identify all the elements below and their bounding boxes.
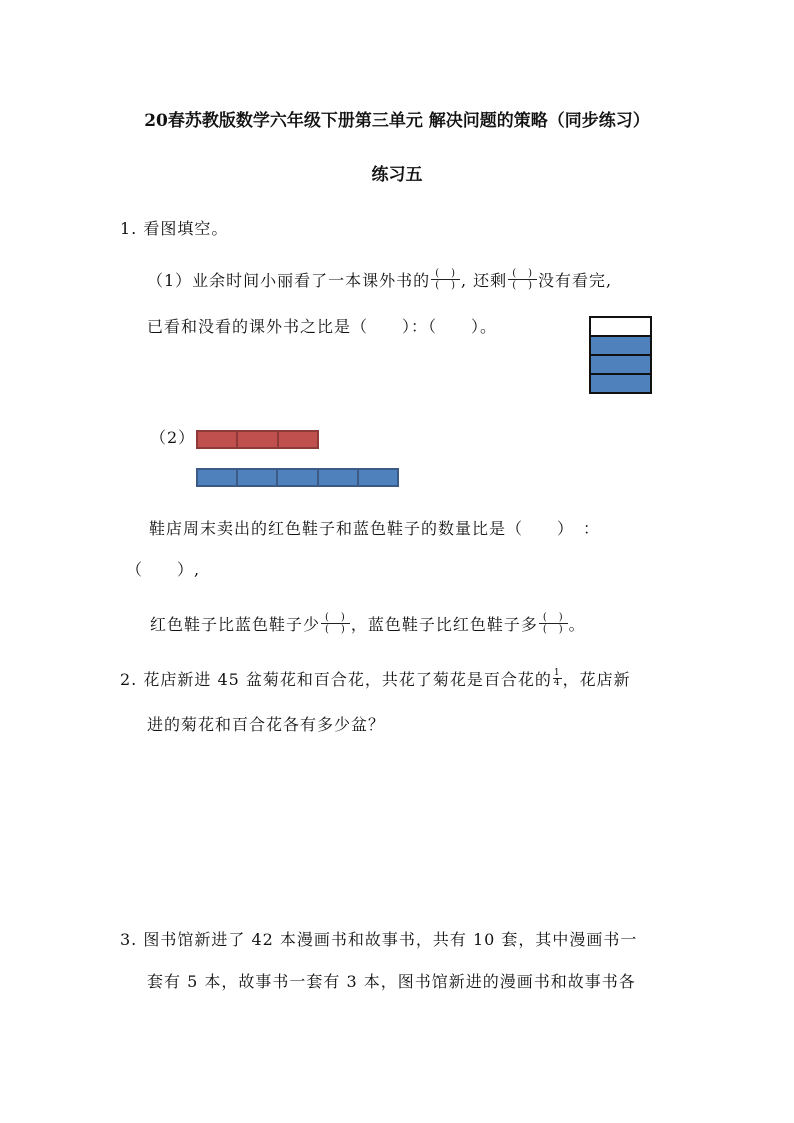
fraction-numerator: ( )	[508, 268, 537, 280]
blue-shoes-bar	[196, 468, 399, 487]
bar-segment	[238, 432, 278, 447]
page-title: 20春苏教版数学六年级下册第三单元 解决问题的策略（同步练习）	[144, 111, 650, 131]
bar-segment	[278, 470, 318, 485]
question-3-line-1: 3. 图书馆新进了 42 本漫画书和故事书，共有 10 套，其中漫画书一	[120, 930, 638, 949]
fraction-numerator: ( )	[431, 268, 460, 280]
bar-segment	[319, 470, 359, 485]
question-2-line-1	[120, 667, 631, 690]
read-part-cell	[591, 356, 650, 375]
bar-segment	[279, 432, 317, 447]
question-1-part-2-line-2: （ ）,	[126, 560, 201, 579]
fraction-denominator: ( )	[325, 624, 346, 635]
q1p1-text-b: , 还剩	[461, 271, 508, 290]
q2-text-a: 2. 花店新进 45 盆菊花和百合花，共花了菊花是百合花的	[120, 670, 552, 689]
question-3-line-2: 套有 5 本，故事书一套有 3 本，图书馆新进的漫画书和故事书各	[147, 972, 636, 991]
unread-part-cell	[591, 318, 650, 337]
q1p2-fraction-blank-2[interactable]	[539, 612, 568, 635]
bar-segment	[198, 432, 238, 447]
question-1-part-2-line-1: 鞋店周末卖出的红色鞋子和蓝色鞋子的数量比是（ ） ：	[149, 519, 601, 538]
fraction-denominator: ( )	[542, 624, 564, 635]
question-1-part-2-line-3	[150, 612, 586, 637]
q1p1-fraction-blank-2[interactable]	[508, 268, 537, 291]
read-part-cell	[591, 337, 650, 356]
bar-segment	[359, 470, 397, 485]
section-subtitle: 练习五	[371, 165, 423, 185]
read-part-cell	[591, 375, 650, 392]
q1p2-text-b: ，蓝色鞋子比红色鞋子多	[350, 615, 538, 634]
q1p1-text-a: （1）业余时间小丽看了一本课外书的	[147, 271, 431, 290]
question-1-heading: 1. 看图填空。	[120, 219, 229, 238]
question-1-part-1-line-2: 已看和没看的课外书之比是（ ）：（ ）。	[147, 317, 498, 336]
fraction-numerator: ( )	[321, 612, 350, 624]
q1p1-text-c: 没有看完,	[538, 271, 613, 290]
q1p2-text-a: 红色鞋子比蓝色鞋子少	[150, 615, 321, 634]
question-1-part-2-label: （2）	[150, 428, 196, 447]
bar-segment	[198, 470, 238, 485]
fraction-denominator: ( )	[435, 280, 456, 291]
bar-segment	[238, 470, 278, 485]
q2-fraction-one-quarter	[553, 669, 562, 688]
red-shoes-bar	[196, 430, 319, 449]
q1p2-text-c: 。	[568, 615, 586, 634]
question-1-part-1-line-1	[147, 268, 612, 293]
question-2-line-2: 进的菊花和百合花各有多少盆？	[147, 715, 386, 734]
fraction-denominator: 4	[553, 678, 561, 688]
q1p2-fraction-blank-1[interactable]	[321, 612, 350, 635]
fraction-denominator: ( )	[512, 280, 533, 291]
book-progress-diagram	[589, 316, 652, 394]
q2-text-b: ，花店新	[562, 670, 631, 689]
fraction-numerator: 1	[553, 668, 561, 678]
fraction-numerator: ( )	[539, 612, 568, 624]
q1p1-fraction-blank-1[interactable]	[431, 268, 460, 291]
